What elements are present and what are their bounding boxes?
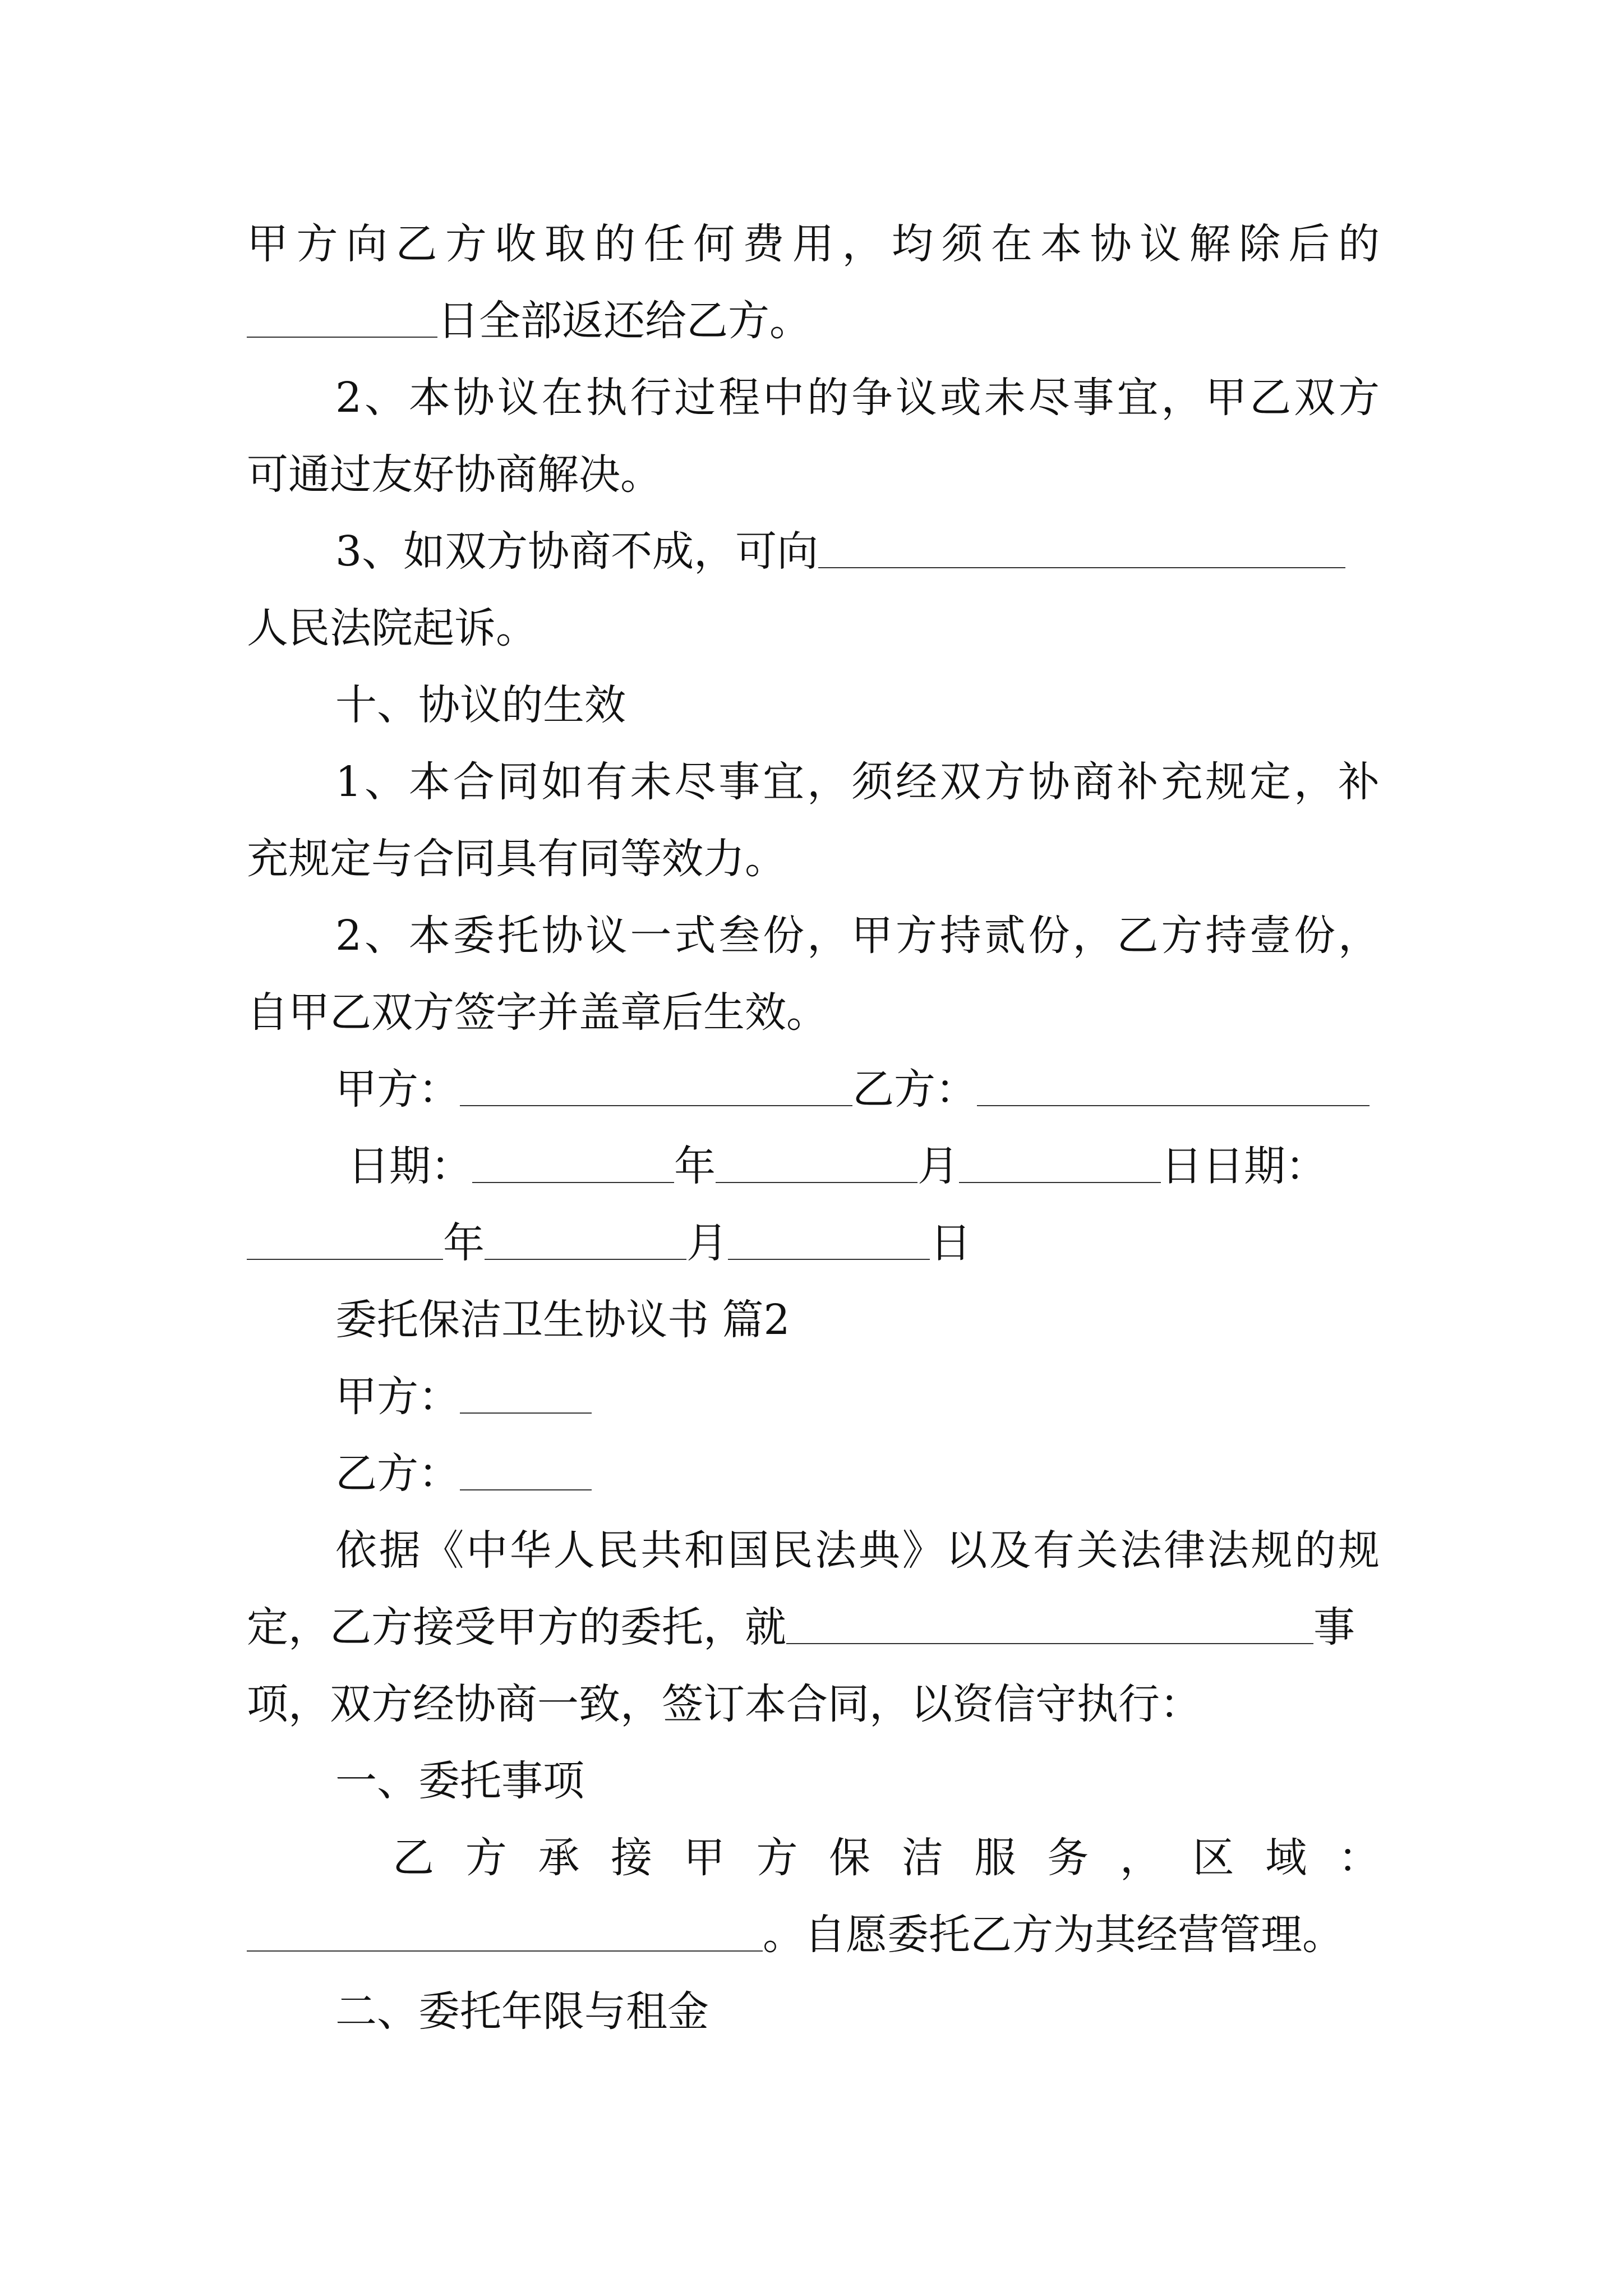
text-line: 可通过友好协商解决。 xyxy=(247,450,662,499)
signature-line xyxy=(335,1061,1380,1117)
year-label: 年 xyxy=(443,1219,485,1267)
text-line xyxy=(247,1599,1380,1655)
date-line xyxy=(348,1138,1380,1194)
text-segment: 日全部返还给乙方。 xyxy=(437,297,811,345)
date-label: 日期： xyxy=(348,1142,472,1190)
text-line: 1、本合同如有未尽事宜，须经双方协商补充规定，补 xyxy=(335,758,1380,806)
text-segment: 。自愿委托乙方为其经营管理。 xyxy=(763,1911,1344,1959)
blank-field xyxy=(977,1061,1370,1106)
month-label: 月 xyxy=(917,1142,959,1190)
text-segment: 3、如双方协商不成，可向 xyxy=(335,527,819,576)
blank-field xyxy=(786,1599,1313,1644)
text-line: 2、本协议在执行过程中的争议或未尽事宜，甲乙双方 xyxy=(335,374,1380,422)
blank-field xyxy=(959,1138,1161,1183)
party-b-label: 乙方： xyxy=(852,1065,977,1114)
text-line xyxy=(247,293,1380,349)
blank-field xyxy=(728,1215,930,1260)
month-label: 月 xyxy=(686,1219,728,1267)
document-title: 委托保洁卫生协议书 篇2 xyxy=(335,1296,790,1344)
blank-field xyxy=(247,1907,763,1952)
text-line xyxy=(335,523,1380,579)
day-date-label: 日日期： xyxy=(1161,1142,1327,1190)
text-line: 依据《中华人民共和国民法典》以及有关法律法规的规 xyxy=(335,1526,1380,1575)
section-heading: 二、委托年限与租金 xyxy=(335,1987,709,2036)
section-heading: 十、协议的生效 xyxy=(335,681,626,729)
year-label: 年 xyxy=(674,1142,716,1190)
text-line: 2、本委托协议一式叁份，甲方持贰份，乙方持壹份， xyxy=(335,912,1380,960)
blank-field xyxy=(460,1446,592,1490)
blank-field xyxy=(818,523,1345,568)
blank-field xyxy=(716,1138,917,1183)
party-b-label: 乙方： xyxy=(335,1450,460,1498)
section-heading: 一、委托事项 xyxy=(335,1757,584,1805)
blank-field xyxy=(460,1061,852,1106)
date-line xyxy=(247,1215,1380,1271)
party-a-label: 甲方： xyxy=(335,1373,460,1421)
party-line xyxy=(335,1446,1380,1502)
text-line: 项，双方经协商一致，签订本合同，以资信守执行： xyxy=(247,1680,1201,1728)
party-a-label: 甲方： xyxy=(335,1065,460,1114)
party-line xyxy=(335,1369,1380,1425)
text-segment: 事 xyxy=(1313,1603,1355,1651)
text-segment: 定，乙方接受甲方的委托，就 xyxy=(247,1603,786,1651)
text-line: 人民法院起诉。 xyxy=(247,604,537,652)
blank-field xyxy=(485,1215,686,1260)
text-line: 乙方承接甲方保洁服务，区域： xyxy=(393,1834,1380,1882)
day-label: 日 xyxy=(930,1219,971,1267)
text-line: 充规定与合同具有同等效力。 xyxy=(247,835,786,883)
text-line: 自甲乙双方签字并盖章后生效。 xyxy=(247,988,828,1037)
text-line: 甲方向乙方收取的任何费用，均须在本协议解除后的 xyxy=(247,220,1380,268)
text-line xyxy=(247,1907,1424,1963)
blank-field xyxy=(247,1215,443,1260)
blank-field xyxy=(247,293,437,338)
blank-field xyxy=(460,1369,592,1414)
blank-field xyxy=(472,1138,674,1183)
